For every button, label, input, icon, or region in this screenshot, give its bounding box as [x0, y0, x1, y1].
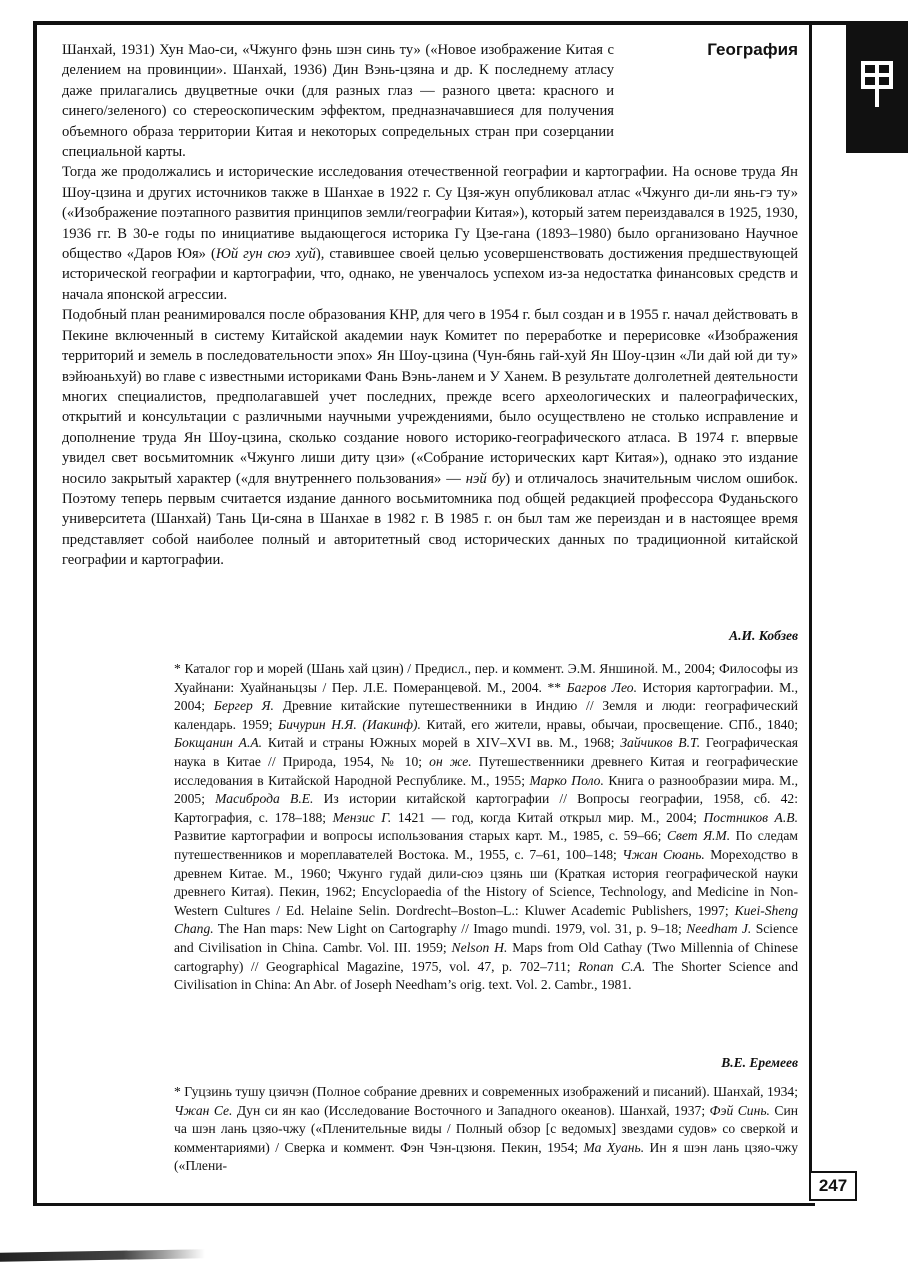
- reference-segment: * Гуцзинь тушу цзичэн (Полное собрание древних и современных изображений и писаний). Шанхай, 1934;: [174, 1084, 798, 1099]
- reference-segment: The Shorter Science and Civilisation in China: An Abr. of Joseph Needham’s orig. text. Vol. 2. Cambr., 1981.: [174, 958, 798, 993]
- reference-segment: Дун си ян као (Исследование Восточного и Западного океанов). Шанхай, 1937;: [232, 1102, 710, 1118]
- reference-author: Бокщанин А.А.: [174, 735, 263, 751]
- page-frame-left: [33, 21, 37, 1206]
- section-heading: География: [707, 40, 798, 59]
- reference-author: Needham J.: [686, 921, 752, 937]
- reference-author: Чжан Се.: [174, 1102, 233, 1118]
- page-frame-right: [809, 21, 812, 1174]
- reference-segment: Китай и страны Южных морей в XIV–XVI вв. М., 1968;: [262, 735, 621, 751]
- reference-author: Мензис Г.: [332, 809, 392, 825]
- paragraph-2: Тогда же продолжались и исторические исследования отечественной географии и картографии. На основе труда Ян Шоу-цзина и других источников также в Шанхае в 1922 г. Су Цзя-жун опубликовал атлас «Чжунго ди-ли янь-гэ ту» («Изображение поэтапного развития принципов земли/географии Китая»), который затем переиздавался в 1925, 1930, 1936 гг. В 30-е годы по инициативе выдающегося историка Гу Цзе-гана (1893–1980) было организовано Научное общество «Даров Юя» (Юй гун сюэ хуй), ставившее своей целью усовершенствовать достижения предшествующей исторической географии и картографии, что, однако, не увенчалось успехом из-за недостатка финансовых средств и начала японской агрессии.: [62, 164, 799, 303]
- reference-author: Свет Я.М.: [666, 828, 731, 844]
- scan-artifact: [0, 1249, 205, 1262]
- main-text: [62, 40, 798, 571]
- reference-segment: Мореходство в древнем Китае. М., 1960; Чжунго гудай дили-сюэ цзянь ши (Краткая история географической науки древнего Китая). Пекин, 1962; Encyclopaedia of the History of Science, Technology, and Medicine in Non-Western Cultures / Ed. Helaine Selin. Dordrecht–Boston–L.: Kluwer Academic Publishers, 1997;: [174, 846, 799, 918]
- paragraph-1: Шанхай, 1931) Хун Мао-си, «Чжунго фэнь шэн синь ту» («Новое изображение Китая с делением на провинции». Шанхай, 1936) Дин Вэнь-цзяна и др. К последнему атласу даже прилагались двуцветные очки (для разных глаз — разного цвета: красного и синего/зеленого) со стереоскопическим эффектом, предназначавшиеся для получения объемного образа территории Китая и некоторых сопредельных стран при созерцании специальной карты.: [62, 42, 614, 161]
- reference-segment: Путешественники древнего Китая и географические исследования в Китайской Народной Республике. М., 1955;: [174, 753, 798, 788]
- reference-author: Зайчиков В.Т.: [620, 735, 701, 751]
- reference-segment: Географическая наука в Китае // Природа, 1954, № 10;: [174, 735, 798, 769]
- reference-text: [174, 660, 798, 995]
- reference-segment: Книга о разнообразии мира. М., 2005;: [174, 772, 798, 807]
- reference-author: Фэй Синь.: [709, 1102, 770, 1118]
- reference-segment: Science and Civilisation in China. Cambr. Vol. III. 1959;: [174, 921, 798, 955]
- reference-author: Ronan C.A.: [578, 958, 646, 974]
- reference-segment: * Каталог гор и морей (Шань хай цзин) / Предисл., пер. и коммент. Э.М. Яншиной. М., 2004; Философы из Хуайнани: Хуайнаньцзы / Пер. Л.Е. Померанцевой. М., 2004. **: [174, 661, 798, 695]
- reference-author: Чжан Сюань.: [622, 846, 705, 862]
- reference-author: он же.: [429, 753, 472, 769]
- reference-author: Постников А.В.: [703, 809, 798, 825]
- chinese-character-icon: [859, 57, 895, 109]
- reference-author: Багров Лео.: [566, 679, 638, 695]
- reference-segment: История картографии. М., 2004;: [174, 679, 798, 714]
- reference-segment: Син ча шэн лань цзяо-чжу («Пленительные виды / Полный обзор [с ведомых] звездами судов» со сверкой и комментариями) / Сверка и коммент. Фэн Чэн-цзюня. Пекин, 1954;: [174, 1102, 798, 1155]
- reference-author: Бергер Я.: [213, 698, 274, 714]
- page-number: 247: [809, 1171, 857, 1201]
- author-signature-1: А.И. Кобзев: [729, 628, 798, 643]
- reference-segment: Развитие картографии и вопросы использования старых карт. М., 1985, с. 59–66;: [174, 828, 667, 844]
- page-frame-top: [33, 21, 898, 25]
- reference-author: Бичурин Н.Я. (Иакинф).: [278, 716, 421, 732]
- reference-segment: По следам путешественников и мореплавателей Востока. М., 1955, с. 7–61, 100–148;: [174, 828, 798, 862]
- reference-author: Масиброда В.Е.: [215, 791, 314, 807]
- reference-text: [174, 1083, 798, 1176]
- references-block-2: [174, 1083, 798, 1176]
- reference-segment: Китай, его жители, нравы, обычаи, просвещение. СПб., 1840;: [420, 716, 799, 732]
- reference-author: Kuei-Sheng Chang.: [174, 902, 798, 937]
- reference-author: Марко Поло.: [529, 772, 604, 788]
- reference-segment: Древние китайские путешественники в Индию // Земля и люди: географический календарь. 1959;: [174, 698, 798, 732]
- reference-segment: Из истории китайской картографии // Вопросы географии, 1958, сб. 42: Картография, с. 178–188;: [174, 791, 798, 825]
- reference-author: Ма Хуань.: [583, 1139, 645, 1155]
- paragraph-3: Подобный план реанимировался после образования КНР, для чего в 1954 г. был создан и в 1955 г. начал действовать в Пекине включенный в систему Китайской академии наук Комитет по переработке и перерисовке «Изображения территорий и земель в последовательности эпох» Ян Шоу-цзина (Чун-бянь гай-хуй Ян Шоу-цзин «Ли дай юй ди ту» вэйюаньхуй) во главе с известными историками Фань Вэнь-ланем и У Ханем. В результате долголетней деятельности многих специалистов, предполагавшей учет последних, прежде всего археологических и палеографических, открытий и консультации с различными научными учреждениями, было осуществлено не столько исправление и дополнение труда Ян Шоу-цзина, сколько создание нового историко-географического атласа. В 1974 г. впервые увидел свет восьмитомник «Чжунго лиши диту цзи» («Собрание исторических карт Китая»), однако это издание носило закрытый характер («для внутреннего пользования» — нэй бу) и отличалось значительным числом ошибок. Поэтому теперь первым считается издание данного восьмитомника под общей редакцией профессора Фуданьского университета (Шанхай) Тань Ци-сяна в Шанхае в 1982 г. В 1985 г. он был там же переиздан и в настоящее время представляет собой наиболее полный и авторитетный свод исторических данных по традиционной китайской географии и картографии.: [62, 307, 799, 569]
- reference-segment: 1421 — год, когда Китай открыл мир. М., 2004;: [391, 809, 704, 825]
- reference-segment: The Han maps: New Light on Cartography // Imago mundi. 1979, vol. 31, p. 9–18;: [213, 921, 687, 937]
- page-frame-bottom: [33, 1203, 815, 1206]
- author-signature-2: В.Е. Еремеев: [721, 1055, 798, 1070]
- reference-segment: Ин я шэн лань цзяо-чжу («Плени-: [174, 1139, 798, 1174]
- references-block-1: [174, 660, 798, 995]
- reference-segment: Maps from Old Cathay (Two Millennia of Chinese cartography) // Geographical Magazine, 1975, vol. 47, p. 702–711;: [174, 939, 798, 974]
- section-tab: [846, 21, 908, 153]
- reference-author: Nelson H.: [451, 939, 508, 955]
